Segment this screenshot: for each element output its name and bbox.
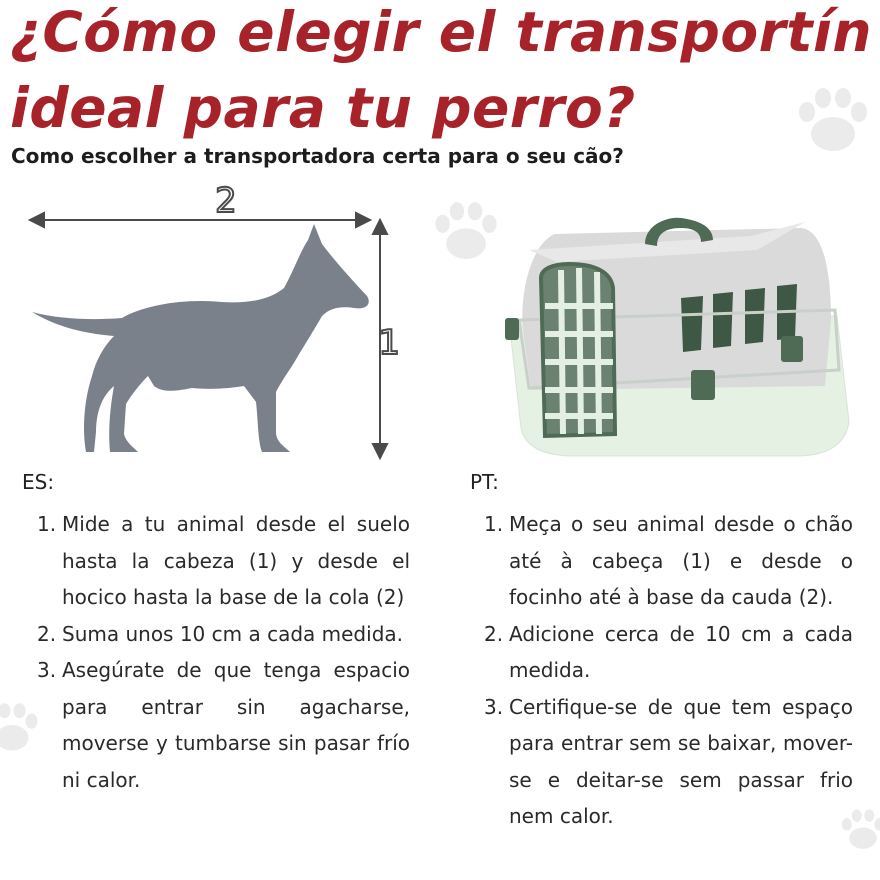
- paw-print-icon: [430, 200, 502, 264]
- pt-heading: PT:: [470, 470, 499, 494]
- list-item: 3. Certifique-se de que tem espaço para entrar sem se baixar, mover-se e deitar-se sem passar frio nem calor.: [484, 694, 853, 828]
- page-subtitle: Como escolher a transportadora certa para o seu cão?: [11, 144, 624, 168]
- height-marker: 1: [378, 323, 400, 363]
- list-item: 2. Adicione cerca de 10 cm a cada medida.: [484, 621, 853, 682]
- es-steps-list: [10, 506, 410, 798]
- es-heading: ES:: [22, 470, 55, 494]
- pet-carrier-illustration: [505, 210, 865, 464]
- list-item: 3. Asegúrate de que tenga espacio para entrar sin agacharse, moverse y tumbarse sin pasar frío ni calor.: [37, 658, 410, 792]
- list-item: 1. Meça o seu animal desde o chão até à cabeça (1) e desde o focinho até à base da cauda (2).: [484, 512, 853, 609]
- dog-silhouette: [32, 224, 369, 452]
- list-item: 1. Mide a tu animal desde el suelo hasta la cabeza (1) y desde el hocico hasta la base de la cola (2): [37, 512, 410, 609]
- carrier-door: [541, 264, 615, 436]
- length-arrow: [30, 213, 370, 227]
- length-marker: 2: [215, 181, 237, 221]
- list-item: 2. Suma unos 10 cm a cada medida.: [37, 621, 403, 646]
- dog-measurement-illustration: [22, 180, 402, 469]
- pt-steps-list: [457, 506, 853, 835]
- page-title: ¿Cómo elegir el transportín ideal para tu perro?: [10, 0, 873, 140]
